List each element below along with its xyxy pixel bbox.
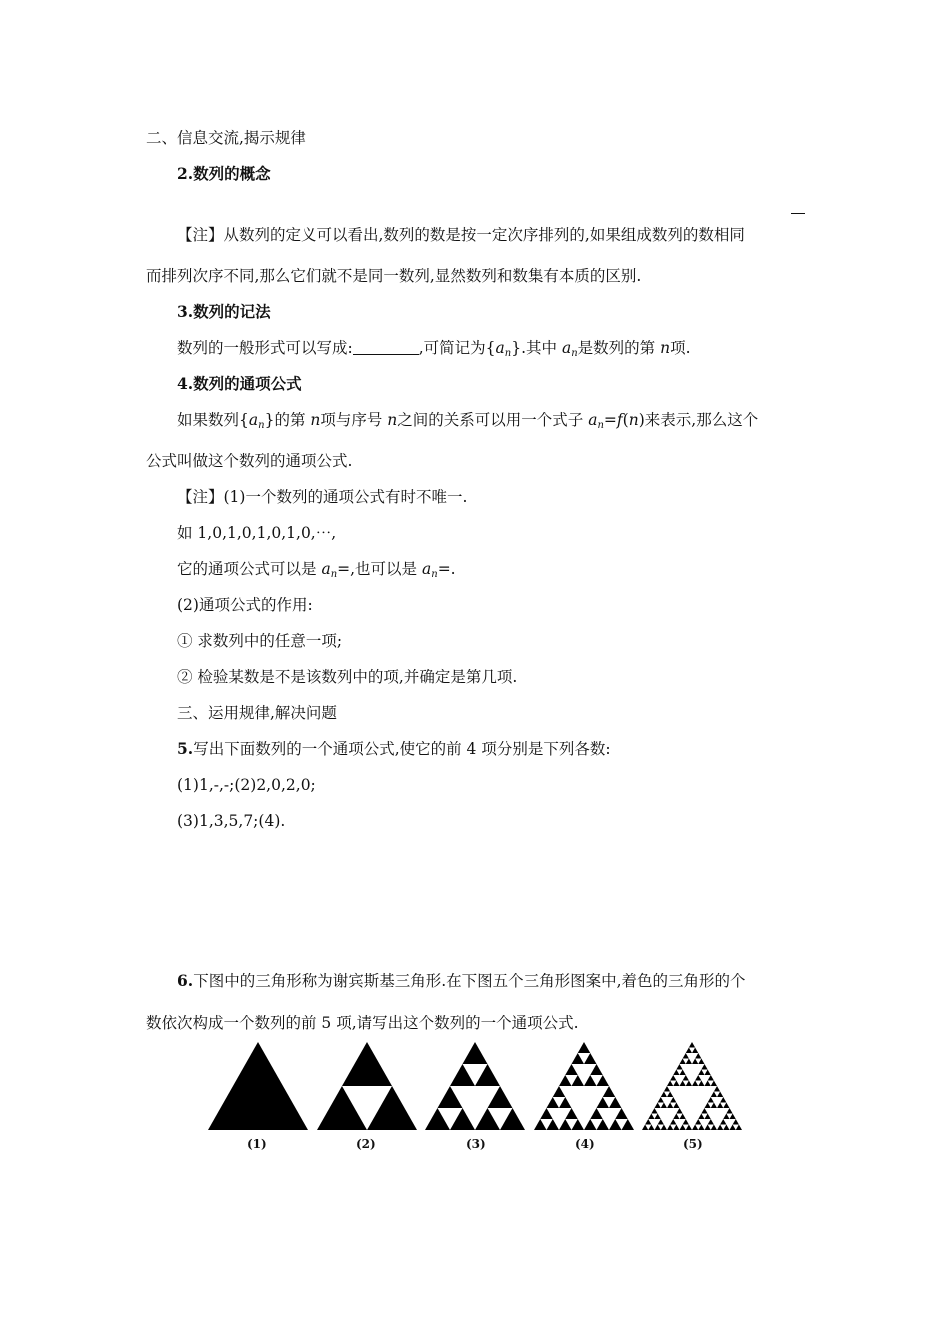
heading-sequence-notation: 3.数列的记法	[177, 302, 271, 321]
problem-6-line2: 数依次构成一个数列的前 5 项,请写出这个数列的一个通项公式.	[146, 1014, 579, 1032]
sierpinski-triangle-1	[208, 1042, 308, 1130]
example-formulas: 它的通项公式可以是 $a_n=$,也可以是 $a_n=$.	[177, 560, 456, 580]
fill-blank	[353, 340, 419, 355]
note-definition-line2: 而排列次序不同,那么它们就不是同一数列,显然数列和数集有本质的区别.	[146, 267, 642, 285]
sierpinski-figure	[200, 1040, 745, 1132]
caption-3: (3)	[466, 1137, 486, 1151]
formula-usage-heading: (2)通项公式的作用:	[177, 596, 313, 614]
formula-usage-2: ② 检验某数是不是该数列中的项,并确定是第几项.	[177, 668, 518, 686]
caption-5: (5)	[683, 1137, 703, 1151]
note-uniqueness: 【注】(1)一个数列的通项公式有时不唯一.	[177, 488, 468, 506]
general-term-line1: 如果数列$\{a_n\}$的第 n项与序号 n之间的关系可以用一个式子 $a_n=f(n)$来表示,那么这个	[177, 411, 759, 431]
problem-6-line1: 6.下图中的三角形称为谢宾斯基三角形.在下图五个三角形图案中,着色的三角形的个	[177, 971, 746, 990]
section-title-2: 二、信息交流,揭示规律	[146, 129, 306, 147]
general-term-line2: 公式叫做这个数列的通项公式.	[146, 452, 353, 470]
note-definition-line1: 【注】从数列的定义可以看出,数列的数是按一定次序排列的,如果组成数列的数相同	[177, 226, 745, 244]
notation-text: 数列的一般形式可以写成: ,可简记为$\{a_n\}$.其中 $a_n$是数列的第 n项.	[177, 339, 691, 359]
heading-sequence-concept: 2.数列的概念	[177, 164, 271, 183]
section-title-3: 三、运用规律,解决问题	[177, 704, 337, 722]
formula-usage-1: ① 求数列中的任意一项;	[177, 632, 343, 650]
problem-5-parts-1-2: (1)1,-,-;(2)2,0,2,0;	[177, 776, 316, 794]
caption-2: (2)	[356, 1137, 376, 1151]
example-sequence: 如 1,0,1,0,1,0,1,0,⋯,	[177, 524, 337, 542]
problem-5-title: 5.写出下面数列的一个通项公式,使它的前 4 项分别是下列各数:	[177, 739, 611, 758]
caption-4: (4)	[575, 1137, 595, 1151]
short-rule	[791, 213, 805, 214]
caption-1: (1)	[247, 1137, 267, 1151]
heading-general-term: 4.数列的通项公式	[177, 374, 302, 393]
problem-5-parts-3-4: (3)1,3,5,7;(4).	[177, 812, 286, 830]
